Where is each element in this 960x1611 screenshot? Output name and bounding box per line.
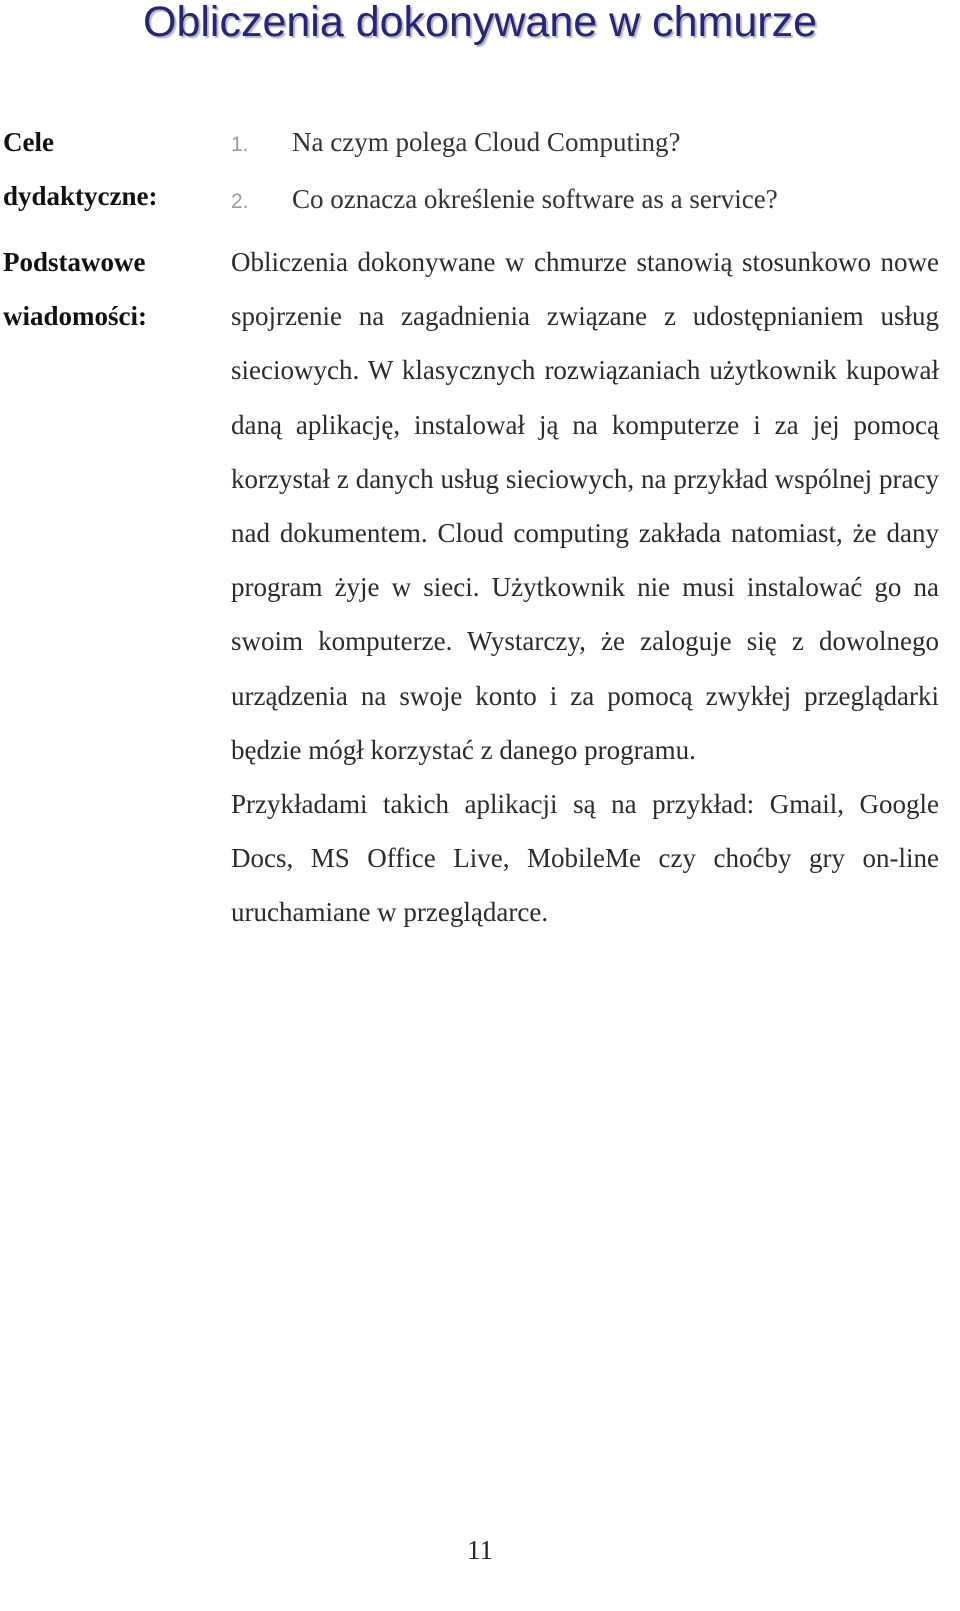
objective-item [231,115,778,172]
objectives-label-line2: dydaktyczne: [3,181,158,211]
objectives-list [231,115,778,229]
page-title: Obliczenia dokonywane w chmurze [143,0,817,46]
knowledge-label [3,235,147,343]
objectives-label-line1: Cele [3,127,54,157]
objective-number: 1. [231,133,249,156]
knowledge-label-line1: Podstawowe [3,247,146,277]
objective-text: Co oznacza określenie software as a service? [292,184,778,214]
objective-number: 2. [231,190,249,213]
knowledge-label-line2: wiadomości: [3,301,147,331]
knowledge-paragraph: Obliczenia dokonywane w chmurze stanowią stosunkowo nowe spojrzenie na zagadnienia związane z udostępnianiem usług sieciowych. W klasycznych rozwiązaniach użytkownik kupował daną aplikację, instalował ją na komputerze i za jej pomocą korzystał z danych usług sieciowych, na przykład wspólnej pracy nad dokumentem. Cloud computing zakłada natomiast, że dany program żyje w sieci. Użytkownik nie musi instalować go na swoim komputerze. Wystarczy, że zaloguje się z dowolnego urządzenia na swoje konto i za pomocą zwykłej przeglądarki będzie mógł korzystać z danego programu. [231,247,939,765]
objectives-label [3,115,158,223]
objective-text: Na czym polega Cloud Computing? [292,127,681,157]
knowledge-body [231,235,939,940]
objective-item [231,172,778,229]
knowledge-paragraph: Przykładami takich aplikacji są na przykład: Gmail, Google Docs, MS Office Live, MobileMe czy choćby gry on-line uruchamiane w przeglądarce. [231,789,939,928]
page-number: 11 [467,1535,493,1565]
